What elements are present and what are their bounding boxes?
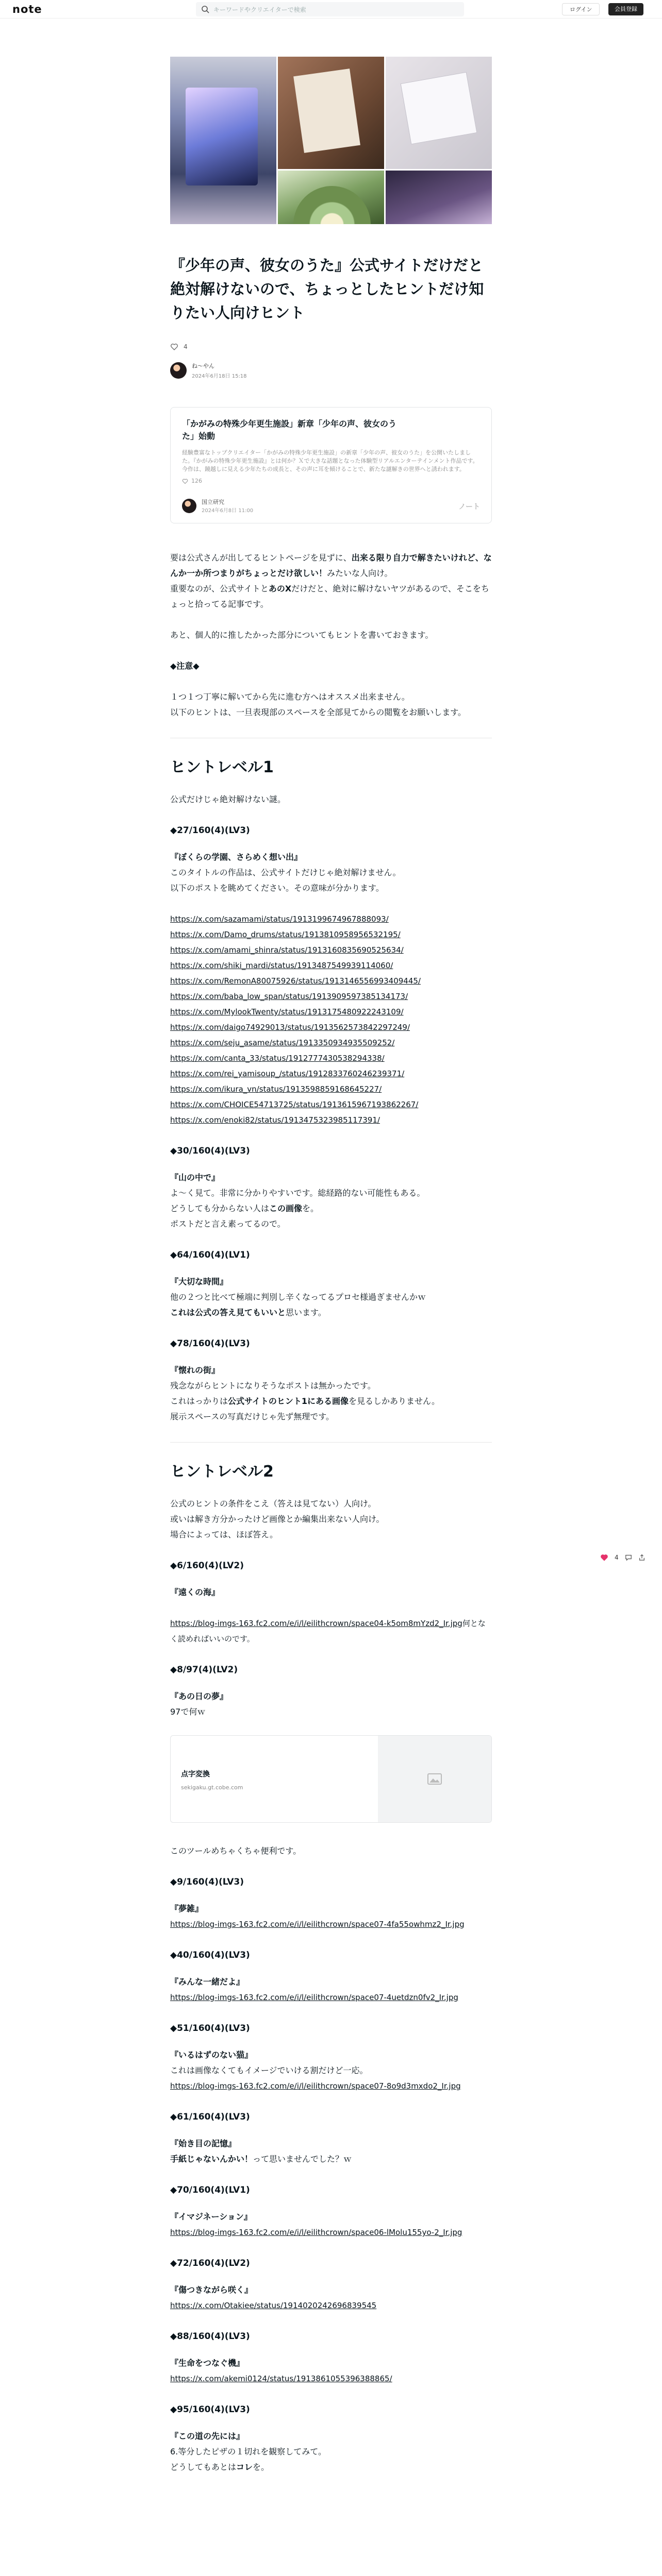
notice-heading: ◆注意◆ xyxy=(170,661,200,671)
hint-text: このツールめちゃくちゃ便利です。 xyxy=(170,1846,302,1856)
x-post-link[interactable]: https://x.com/rei_yamisoup_/status/1912833760246239371/ xyxy=(170,1069,405,1078)
article-body xyxy=(170,550,492,2490)
image-placeholder-icon xyxy=(378,1736,491,1822)
x-post-link[interactable]: https://x.com/CHOICE54713725/status/1913615967193862267/ xyxy=(170,1100,419,1109)
x-post-link[interactable]: https://x.com/akemi0124/status/1913861055396388865/ xyxy=(170,2374,392,2383)
hint-text: 『傷つきながら咲く』 https://x.com/Otakiee/status/1914020242696839545 xyxy=(170,2285,377,2310)
hero-image-collage xyxy=(170,57,492,226)
image-link[interactable]: https://blog-imgs-163.fc2.com/e/i/l/eilithcrown/space07-8o9d3mxdo2_Ir.jpg xyxy=(170,2081,461,2091)
comment-icon[interactable] xyxy=(625,1554,632,1561)
x-post-link[interactable]: https://x.com/ikura_vn/status/1913598859168645227/ xyxy=(170,1084,382,1094)
hint-heading: ◆51/160(4)(LV3) xyxy=(170,2023,250,2033)
section-heading-lv2: ヒントレベル2 xyxy=(170,1463,274,1481)
hint-text: 『夢雑』 https://blog-imgs-163.fc2.com/e/i/l/eilithcrown/space07-4fa55owhmz2_Ir.jpg xyxy=(170,1904,465,1929)
embed-like-row xyxy=(182,478,480,484)
image-link[interactable]: https://blog-imgs-163.fc2.com/e/i/l/eilithcrown/space04-k5om8mYzd2_Ir.jpg xyxy=(170,1619,462,1628)
search-input[interactable] xyxy=(196,2,464,16)
like-count: 4 xyxy=(184,343,188,350)
x-post-link[interactable]: https://x.com/shiki_mardi/status/1913487549939114060/ xyxy=(170,961,393,970)
hero-photo-1 xyxy=(170,57,276,224)
hint-heading: ◆70/160(4)(LV1) xyxy=(170,2185,250,2195)
signup-button[interactable]: 会員登録 xyxy=(608,3,643,15)
hero-photo-4 xyxy=(278,171,384,224)
publish-date: 2024年6月18日 15:18 xyxy=(192,374,247,379)
hint-heading: ◆64/160(4)(LV1) xyxy=(170,1250,250,1260)
intro-paragraph-2: あと、個人的に推したかった部分についてもヒントを書いておきます。 xyxy=(170,630,434,640)
hint-text: 『懐れの街』 残念ながらヒントになりそうなポストは無かったです。 これはっかりは公式サイトのヒント1にある画像を見るしかありません。 展示スペースの写真だけじゃ先ず無理です。 xyxy=(170,1365,440,1421)
hint-heading: ◆27/160(4)(LV3) xyxy=(170,825,250,836)
heart-icon[interactable] xyxy=(170,343,178,351)
search-placeholder: キーワードやクリエイターで検索 xyxy=(213,6,306,13)
hint-heading: ◆95/160(4)(LV3) xyxy=(170,2404,250,2415)
hint-text: 『あの日の夢』 97で何ｗ xyxy=(170,1691,228,1717)
x-post-link[interactable]: https://x.com/daigo74929013/status/1913562573842297249/ xyxy=(170,1023,410,1032)
embed-title: 「かがみの特殊少年更生施設」新章「少年の声、彼女のうた」始動 xyxy=(182,419,397,441)
article-title: 『少年の声、彼女のうた』公式サイトだけだと絶対解けないので、ちょっとしたヒントだけ知りたい人向けヒント xyxy=(170,257,484,321)
x-post-link[interactable]: https://x.com/sazamami/status/1913199674967888093/ xyxy=(170,914,389,924)
hint-heading: ◆61/160(4)(LV3) xyxy=(170,2112,250,2122)
link-preview-card[interactable] xyxy=(170,1735,492,1823)
x-post-link[interactable]: https://x.com/amami_shinra/status/1913160835690525634/ xyxy=(170,945,404,955)
embed-date: 2024年6月8日 11:00 xyxy=(202,508,254,514)
hint-heading: ◆30/160(4)(LV3) xyxy=(170,1146,250,1156)
author-name[interactable]: ね～やん xyxy=(192,363,214,369)
hero-photo-3 xyxy=(386,57,492,169)
x-post-link[interactable]: https://x.com/seju_asame/status/1913350934935509252/ xyxy=(170,1038,395,1047)
lv2-intro: 公式のヒントの条件をこえ（答えは見てない）人向け。 或いは解き方分かったけど画像とか編集出来ない人向け。 場合によっては、ほぼ答え。 xyxy=(170,1499,385,1539)
image-link[interactable]: https://blog-imgs-163.fc2.com/e/i/l/eilithcrown/space07-4uetdzn0fv2_Ir.jpg xyxy=(170,1993,458,2002)
hint-text: 『この道の先には』 6.等分したピザの１切れを観察してみて。 どうしてもあとはコレを。 xyxy=(170,2431,326,2472)
share-icon[interactable] xyxy=(638,1554,646,1561)
image-link[interactable]: https://blog-imgs-163.fc2.com/e/i/l/eilithcrown/space07-4fa55owhmz2_Ir.jpg xyxy=(170,1920,465,1929)
hint-link-paragraph: https://blog-imgs-163.fc2.com/e/i/l/eilithcrown/space04-k5om8mYzd2_Ir.jpg何となく読めればいいのです。 xyxy=(170,1619,486,1643)
x-post-link[interactable]: https://x.com/enoki82/status/1913475323985117391/ xyxy=(170,1115,380,1125)
heart-icon xyxy=(182,478,188,484)
embed-brand: ノート xyxy=(458,503,480,511)
search-icon xyxy=(201,5,209,13)
embed-author xyxy=(182,498,253,514)
author-row[interactable] xyxy=(170,362,247,379)
hint-text: 『生命をつなぐ機』 https://x.com/akemi0124/status/1913861055396388865/ xyxy=(170,2358,392,2383)
hint-heading: ◆9/160(4)(LV3) xyxy=(170,1877,244,1887)
note-logo[interactable]: note xyxy=(12,3,42,15)
hint-heading: ◆8/97(4)(LV2) xyxy=(170,1665,238,1675)
divider xyxy=(170,1442,492,1443)
hero-photo-2 xyxy=(278,57,384,169)
hint-text: 『ぼくらの学園、さらめく想い出』 このタイトルの作品は、公式サイトだけじゃ絶対解けません。 以下のポストを眺めてください。その意味が分かります。 xyxy=(170,852,401,893)
embed-author-avatar xyxy=(182,499,196,513)
float-like-count: 4 xyxy=(615,1554,619,1561)
hero-photo-5 xyxy=(386,171,492,224)
hint-text: 『遠くの海』 xyxy=(170,1587,220,1597)
hint-heading: ◆72/160(4)(LV2) xyxy=(170,2258,250,2268)
x-post-link[interactable]: https://x.com/baba_low_span/status/1913909597385134173/ xyxy=(170,992,408,1001)
link-preview-url: sekigaku.gt.cobe.com xyxy=(181,1784,243,1791)
hint-heading: ◆40/160(4)(LV3) xyxy=(170,1950,250,1960)
hint-text: 『大切な時間』 他の２つと比べて極端に判別し辛くなってるプロセ様過ぎませんかｗ これは公式の答え見てもいいと思います。 xyxy=(170,1277,426,1317)
link-preview-title: 点字変換 xyxy=(181,1770,210,1778)
x-post-link-list xyxy=(170,911,492,1128)
embedded-note-card[interactable] xyxy=(170,407,492,523)
site-header xyxy=(0,0,662,19)
hint-text: 『山の中で』 よ～く見て。非常に分かりやすいです。総経路的ない可能性もある。 どうしても分からない人はこの画像を。 ポストだと言え素ってるので。 xyxy=(170,1173,425,1229)
hint-text: 『始き目の記憶』 手紙じゃないんかい！って思いませんでした？ｗ xyxy=(170,2139,352,2164)
hint-heading: ◆88/160(4)(LV3) xyxy=(170,2331,250,2342)
notice-block: ◆注意◆ １つ１つ丁寧に解いてから先に進む方へはオススメ出来ません。 以下のヒントは、一旦表現部のスペースを全部見てからの閲覧をお願いします。 xyxy=(170,661,466,717)
hint-heading: ◆78/160(4)(LV3) xyxy=(170,1338,250,1349)
hint-text: 『みんな一緒だよ』 https://blog-imgs-163.fc2.com/e/i/l/eilithcrown/space07-4uetdzn0fv2_Ir.jpg xyxy=(170,1977,458,2002)
embed-like-count: 126 xyxy=(191,478,202,484)
image-link[interactable]: https://blog-imgs-163.fc2.com/e/i/l/eilithcrown/space06-lMolu155yo-2_Ir.jpg xyxy=(170,2228,462,2237)
x-post-link[interactable]: https://x.com/Otakiee/status/1914020242696839545 xyxy=(170,2301,377,2310)
x-post-link[interactable]: https://x.com/RemonA80075926/status/1913146556993409445/ xyxy=(170,976,421,986)
top-like-row xyxy=(170,343,188,351)
hint-text: 『イマジネーション』 https://blog-imgs-163.fc2.com/e/i/l/eilithcrown/space06-lMolu155yo-2_Ir.jpg xyxy=(170,2212,462,2237)
x-post-link[interactable]: https://x.com/Damo_drums/status/1913810958956532195/ xyxy=(170,930,401,939)
lv1-intro: 公式だけじゃ絶対解けない謎。 xyxy=(170,794,286,804)
author-avatar[interactable] xyxy=(170,362,187,379)
x-post-link[interactable]: https://x.com/MylookTwenty/status/1913175480922243109/ xyxy=(170,1007,404,1016)
embed-description: 経験豊富なトップクリエイター「かがみの特殊少年更生施設」の新章「少年の声、彼女のうた」を公開いたしました。『かがみの特殊少年更生施設』とは何か？Ｘで大きな話題となった体験型リアルエンターテインメント作品です。今作は、鏡越しに見える少年たちの成長と、その声に耳を傾けることで、新たな謎解きの世界へと誘われます。 xyxy=(182,449,478,472)
login-button[interactable]: ログイン xyxy=(562,3,600,15)
embed-author-name: 国立研究 xyxy=(202,499,224,505)
hint-heading: ◆6/160(4)(LV2) xyxy=(170,1561,244,1571)
x-post-link[interactable]: https://x.com/canta_33/status/1912777430538294338/ xyxy=(170,1054,385,1063)
section-heading-lv1: ヒントレベル1 xyxy=(170,758,274,776)
hint-text: 『いるはずのない猫』 これは画像なくてもイメージでいける割だけど一応。 https://blog-imgs-163.fc2.com/e/i/l/eilithcrown/space07-8o9d3mxdo2_Ir.jpg xyxy=(170,2050,461,2091)
floating-action-bar xyxy=(600,1553,646,1562)
intro-paragraph: 要は公式さんが出してるヒントページを見ずに、出来る限り自力で解きたいけれど、なんか一か所つまりがちょっとだけ欲しい！みたいな人向け。 重要なのが、公式サイトとあのXだけだと、絶対に解けないヤツがあるので、そこをちょっと拾ってる記事です。 xyxy=(170,553,492,609)
heart-icon[interactable] xyxy=(600,1553,608,1562)
